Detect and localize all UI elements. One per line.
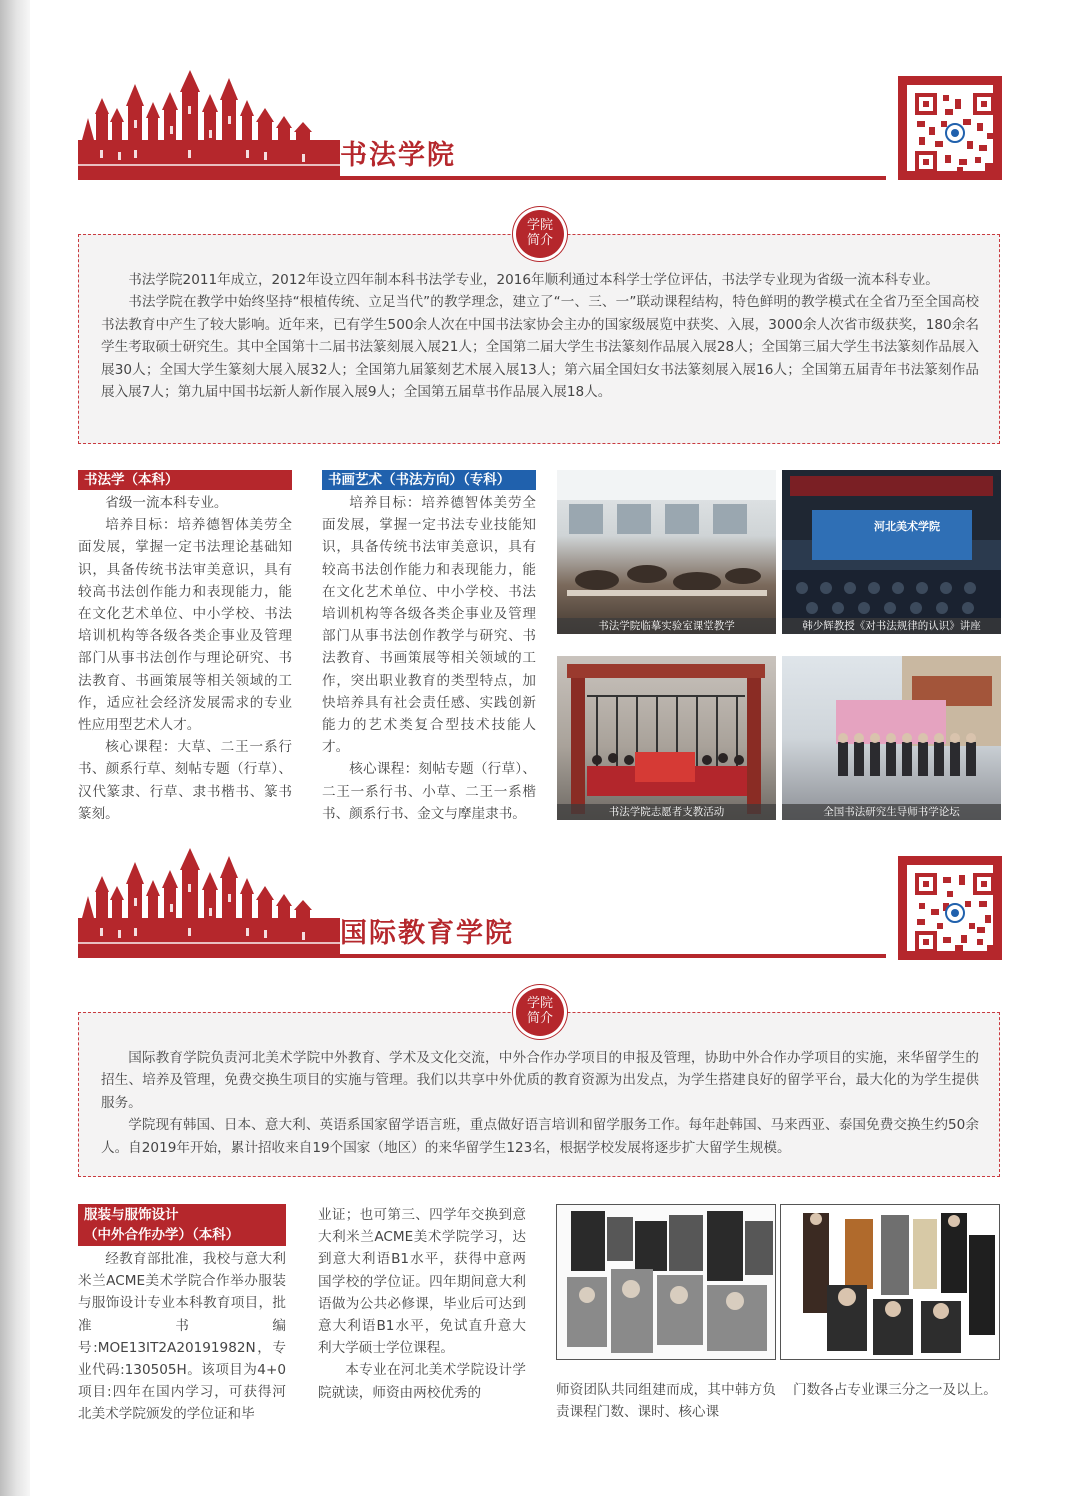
header-underline [78, 954, 886, 958]
college-intro-box [78, 1012, 1000, 1177]
lecture-photo [782, 470, 1001, 634]
page-binding-shadow [0, 0, 30, 1496]
college-intro-seal-icon: 学院 简介 [516, 988, 564, 1036]
photo-caption: 韩少辉教授《对书法规律的认识》讲座 [782, 618, 1001, 634]
major-tag: 书法学（本科） [78, 470, 292, 490]
qr-code-icon [915, 93, 995, 173]
qr-code-icon [915, 873, 995, 953]
intro-text [79, 235, 999, 403]
major-tag: 服装与服饰设计 （中外合作办学）（本科） [78, 1204, 286, 1246]
major-description: 师资团队共同组建而成，其中韩方负责课程门数、课时、核心课 [556, 1382, 776, 1421]
college-intro-seal-icon: 学院 简介 [516, 210, 564, 258]
section-header-international [78, 848, 886, 958]
college-intro-box [78, 234, 1000, 444]
volunteer-photo [557, 656, 776, 820]
castle-skyline-icon [78, 70, 340, 180]
classroom-photo [557, 470, 776, 634]
major-description: 门数各占专业课三分之一及以上。 [793, 1382, 997, 1398]
major-description: 培养目标：培养德智体美劳全面发展，掌握一定书法专业技能知识，具备传统书法审美意识，具有较高书法创作能力和表现能力，能在文化艺术单位、中小学校、书法培训机构等各级各类企事业及管理部门从事书法创作教学与研究、书法教育、书画策展等相关领域的工作，突出职业教育的类型特点，加快培养具有社会责任感、实践创新能力的艺术类复合型技术技能人才。 核心课程：刻帖专题（行草）、二王一系行书、小草、二王一系楷书、颜系行书、金文与摩崖隶书。 [322, 495, 536, 822]
photo-caption: 全国书法研究生导师书学论坛 [782, 804, 1001, 820]
intro-paragraph: 国际教育学院负责河北美术学院中外教育、学术及文化交流，中外合作办学项目的申报及管理，协助中外合作办学项目的实施，来华留学生的招生、培养及管理，免费交换生项目的实施与管理。我们以共享中外优质的教育资源为出发点，为学生搭建良好的留学平台，最大化的为学生提供服务。 [101, 1050, 979, 1111]
section-header-calligraphy [78, 70, 886, 180]
section-title: 书法学院 [340, 140, 456, 171]
photo-caption: 书法学院志愿者支教活动 [557, 804, 776, 820]
intro-paragraph: 学院现有韩国、日本、意大利、英语系国家留学语言班，重点做好语言培训和留学服务工作。每年赴韩国、马来西亚、泰国免费交换生约50余人。自2019年开始，累计招收来自19个国家（地区）的来华留学生123名，根据学校发展将逐步扩大留学生规模。 [101, 1117, 979, 1156]
castle-skyline-icon [78, 848, 340, 958]
major-tag: 书画艺术（书法方向）（专科） [322, 470, 536, 490]
major-description: 省级一流本科专业。 培养目标：培养德智体美劳全面发展，掌握一定书法理论基础知识，具备传统书法审美意识，具有较高书法创作能力和表现能力，能在文化艺术单位、中小学校、书法培训机构等各级各类企事业及管理部门从事书法创作与理论研究、书法教育、书画策展等相关领域的工作，适应社会经济发展需求的专业性应用型艺术人才。 核心课程：大草、二王一系行书、颜系行草、刻帖专题（行草）、汉代篆隶、行草、隶书楷书、篆书篆刻。 [78, 495, 292, 822]
section-title: 国际教育学院 [340, 918, 514, 949]
major-description: 经教育部批准，我校与意大利米兰ACME美术学院合作举办服装与服饰设计专业本科教育项目，批准书编号:MOE13IT2A20191982N，专业代码:130505H。该项目为4+0项目:四年在国内学习，可获得河北美术学院颁发的学位证和毕 [78, 1251, 286, 1423]
header-underline [78, 176, 886, 180]
qr-code-frame [898, 856, 1002, 960]
intro-paragraph: 书法学院在教学中始终坚持“根植传统、立足当代”的教学理念，建立了“一、三、一”联动课程结构，特色鲜明的教学模式在全省乃至全国高校书法教育中产生了较大影响。近年来，已有学生500余人次在中国书法家协会主办的国家级展览中获奖、入展，3000余人次省市级获奖，180余名学生考取硕士研究生。其中全国第十二届书法篆刻展入展21人；全国第二届大学生书法篆刻作品展入展28人；全国第三届大学生书法篆刻作品展入展30人；全国大学生篆刻大展入展32人；全国第九届篆刻艺术展入展13人；第六届全国妇女书法篆刻展入展16人；全国第五届青年书法篆刻作品展入展7人；第九届中国书坛新人新作展入展9人；全国第五届草书作品展入展18人。 [101, 294, 979, 401]
fashion-collage-photo [556, 1204, 776, 1360]
major-description: 业证；也可第三、四学年交换到意大利米兰ACME美术学院学习，达到意大利语B1水平，获得中意两国学校的学位证。四年期间意大利语做为公共必修课，毕业后可达到意大利语B1水平，免试直升意大利大学硕士学位课程。 本专业在河北美术学院设计学院就读，师资由两校优秀的 [318, 1207, 526, 1401]
fashion-collage-photo [780, 1204, 1000, 1360]
photo-caption: 书法学院临摹实验室课堂教学 [557, 618, 776, 634]
qr-code-frame [898, 76, 1002, 180]
intro-paragraph: 书法学院2011年成立，2012年设立四年制本科书法学专业，2016年顺利通过本科学士学位评估，书法学专业现为省级一流本科专业。 [128, 272, 939, 288]
forum-photo [782, 656, 1001, 820]
screen-text: 河北美术学院 [874, 520, 940, 533]
